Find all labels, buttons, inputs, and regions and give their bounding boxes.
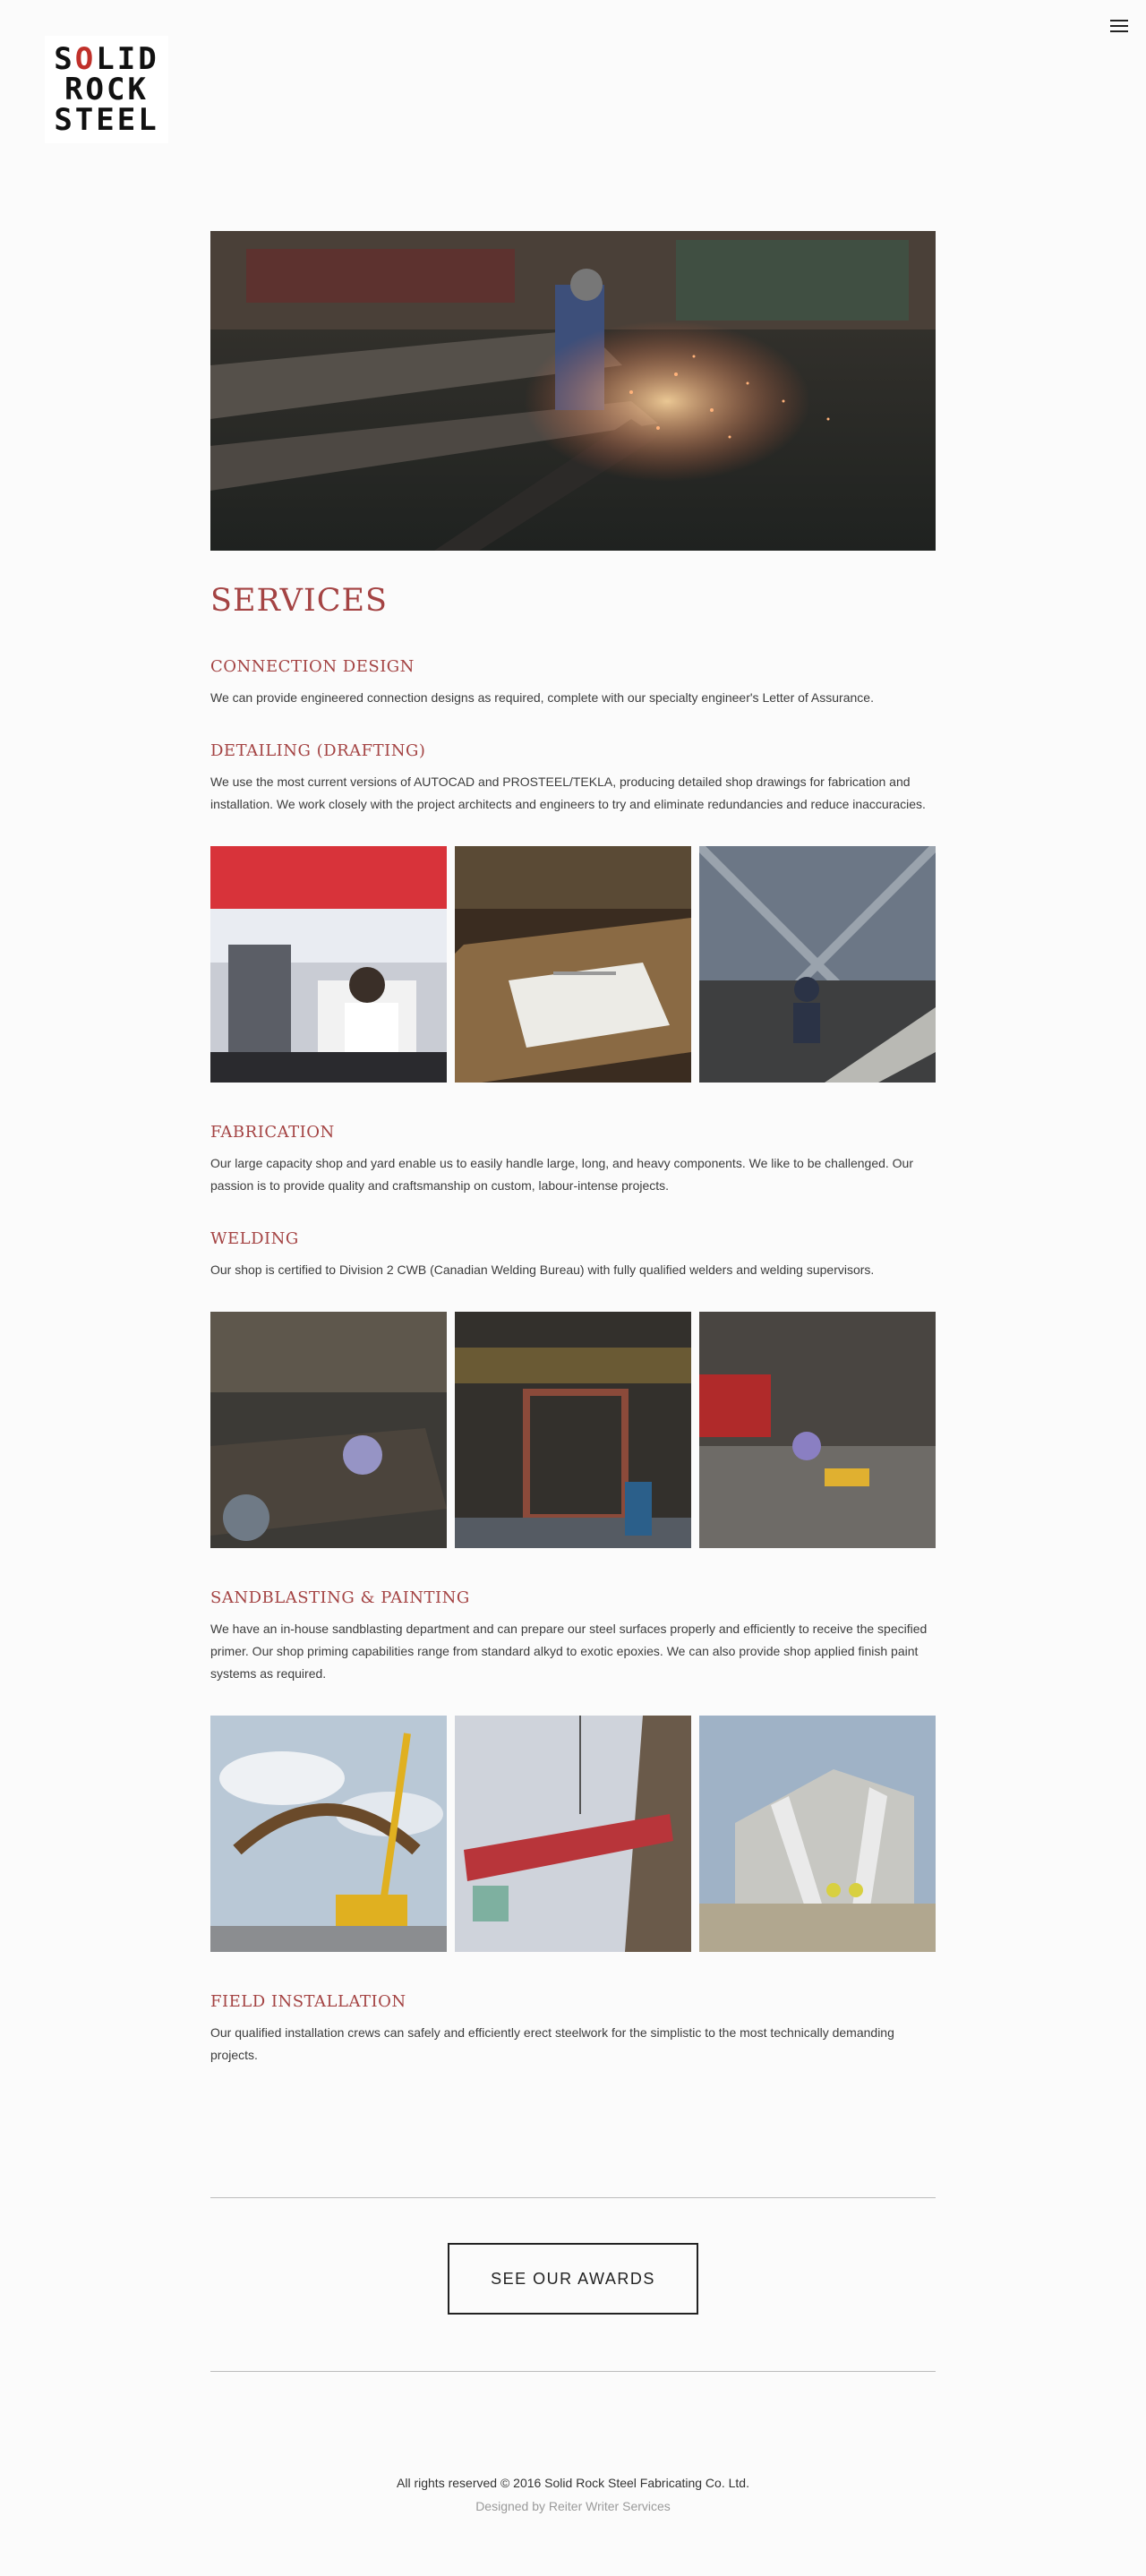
see-awards-button[interactable]: SEE OUR AWARDS — [448, 2243, 698, 2315]
service-title: CONNECTION DESIGN — [210, 657, 415, 676]
photo-gallery-3 — [210, 1716, 936, 1952]
main-content — [210, 231, 936, 2067]
service-description: Our shop is certified to Division 2 CWB (Canadian Welding Bureau) with fully qualified welders and welding supervisors. — [210, 1262, 875, 1277]
logo-line-2: ROCK — [64, 72, 149, 107]
shop-floor-photo — [699, 846, 936, 1083]
divider-top — [210, 2197, 936, 2198]
hamburger-menu-icon[interactable] — [1110, 20, 1128, 34]
service-description: Our qualified installation crews can safely and efficiently erect steelwork for the simplistic to the most technically demanding projects. — [210, 2025, 894, 2062]
truss-install-photo — [455, 1716, 691, 1952]
welding-shop-photo — [210, 1312, 447, 1548]
service-description: Our large capacity shop and yard enable us to easily handle large, long, and heavy components. We like to be challenged. Our passion is to provide quality and craftsmanship on custom, labour-intense projects. — [210, 1156, 914, 1193]
service-title: DETAILING (DRAFTING) — [210, 741, 426, 760]
logo-line-3: STEEL — [54, 102, 159, 138]
service-title: WELDING — [210, 1229, 299, 1248]
service-sandblasting-painting — [210, 1588, 936, 1685]
crane-lift-photo — [210, 1716, 447, 1952]
designer-credit-link[interactable]: Designed by Reiter Writer Services — [475, 2499, 671, 2513]
drafting-office-photo — [210, 846, 447, 1083]
service-description: We have an in-house sandblasting department and can prepare our steel surfaces properly and efficiently to receive the specified primer. Our shop priming capabilities range from standard alkyd to exotic epoxies. We can also provide shop applied finish paint systems as required. — [210, 1622, 928, 1681]
photo-gallery-2 — [210, 1312, 936, 1548]
footer — [0, 2471, 1146, 2518]
copyright-text: All rights reserved © 2016 Solid Rock Steel Fabricating Co. Ltd. — [397, 2476, 749, 2490]
photo-gallery-1 — [210, 846, 936, 1083]
service-fabrication — [210, 1122, 936, 1197]
service-connection-design — [210, 656, 936, 709]
logo[interactable] — [45, 36, 168, 143]
service-detailing — [210, 740, 936, 816]
service-title: FIELD INSTALLATION — [210, 1992, 406, 2011]
service-description: We can provide engineered connection designs as required, complete with our specialty engineer's Letter of Assurance. — [210, 690, 874, 705]
logo-line-1: SOLID — [54, 41, 159, 77]
service-welding — [210, 1228, 936, 1281]
service-title: SANDBLASTING & PAINTING — [210, 1588, 470, 1607]
page-title: SERVICES — [210, 583, 389, 619]
workbench-photo — [699, 1312, 936, 1548]
site-crew-photo — [699, 1716, 936, 1952]
hero-welding-photo — [210, 231, 936, 551]
steel-frame-photo — [455, 1312, 691, 1548]
shop-drawings-photo — [455, 846, 691, 1083]
service-field-installation — [210, 1991, 936, 2067]
divider-bottom — [210, 2371, 936, 2372]
service-description: We use the most current versions of AUTOCAD and PROSTEEL/TEKLA, producing detailed shop drawings for fabrication and installation. We work closely with the project architects and engineers to try and eliminate redundancies and reduce inaccuracies. — [210, 775, 926, 811]
service-title: FABRICATION — [210, 1123, 335, 1142]
